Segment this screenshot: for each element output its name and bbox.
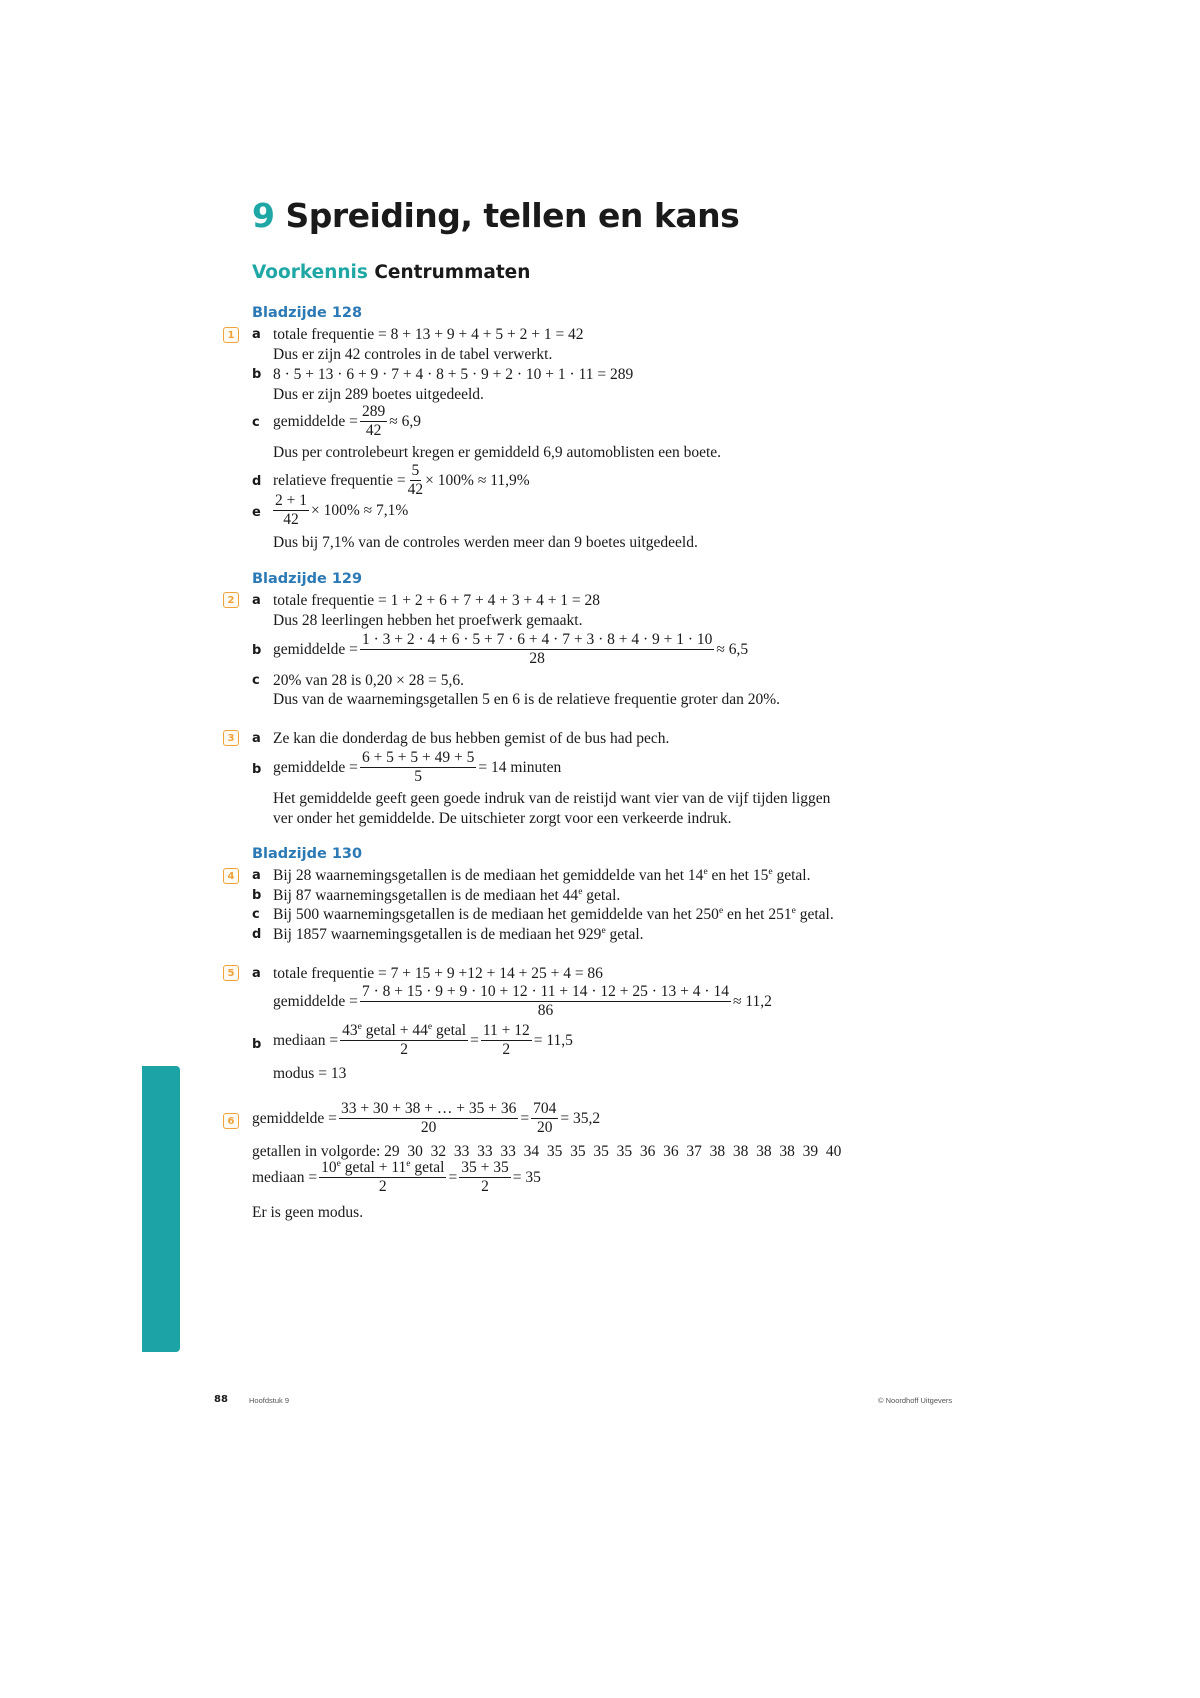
q3-b-line3: ver onder het gemiddelde. De uitschieter zorgt voor een verkeerde indruk.: [273, 810, 732, 827]
q2-b-equation: [273, 632, 748, 668]
q4-c-mid: en het 251: [723, 906, 792, 924]
q4-c-sup2: e: [791, 906, 796, 916]
q5-a-den: 86: [537, 1002, 554, 1020]
q5-b-sup1: e: [357, 1022, 362, 1032]
sub-label-b: b: [252, 1037, 262, 1052]
q3-b-line2: Het gemiddelde geeft geen goede indruk van de reistijd want vier van de vijf tijden liggen: [273, 790, 831, 807]
section-title: [252, 262, 530, 283]
q4-a-sup1: e: [703, 867, 708, 877]
q5-b-eq: =: [470, 1031, 479, 1049]
q1-d-num: 5: [410, 463, 422, 481]
sub-label-a: a: [252, 868, 261, 883]
q2-c-line2: Dus van de waarnemingsgetallen 5 en 6 is de relatieve frequentie groter dan 20%.: [273, 691, 781, 708]
q6-med-num2: 35 + 35: [459, 1160, 511, 1178]
q6-fraction1: [339, 1101, 518, 1137]
q4-d-line: [273, 927, 644, 943]
q5-a-line1: totale frequentie = 7 + 15 + 9 +12 + 14 + 25 + 4 = 86: [273, 965, 603, 982]
q1-e-line2: Dus bij 7,1% van de controles werden meer dan 9 boetes uitgedeeld.: [273, 534, 698, 551]
sub-label-e: e: [252, 505, 261, 520]
q3-a-line1: Ze kan die donderdag de bus hebben gemist of de bus had pech.: [273, 730, 670, 747]
q4-a-line: [273, 868, 810, 884]
q6-med-den1: 2: [378, 1178, 387, 1196]
q5-b-den2: 2: [502, 1041, 511, 1059]
q6-med-sup1: e: [336, 1159, 341, 1169]
q1-d-fraction: [408, 463, 424, 499]
chapter-title: [252, 196, 739, 235]
question-number-1: 1: [223, 327, 239, 343]
q3-b-rhs: = 14 minuten: [478, 758, 562, 776]
q5-b-rhs: = 11,5: [533, 1031, 573, 1049]
q4-a-sup2: e: [768, 867, 773, 877]
q5-a-num: 7 · 8 + 15 · 9 + 9 · 10 + 12 · 11 + 14 · 12 + 25 · 13 + 4 · 14: [360, 984, 731, 1002]
q2-b-lhs: gemiddelde =: [273, 640, 358, 658]
q6-median-equation: [252, 1160, 541, 1196]
q1-c-den: 42: [365, 422, 382, 440]
q4-b-line: [273, 888, 620, 904]
q1-b-line2: Dus er zijn 289 boetes uitgedeeld.: [273, 386, 484, 403]
q3-b-equation: [273, 750, 561, 786]
q5-b-lhs: mediaan =: [273, 1031, 339, 1049]
page-heading-129: Bladzijde 129: [252, 571, 363, 587]
q5-a-fraction: [360, 984, 731, 1020]
sub-label-a: a: [252, 593, 261, 608]
sub-label-c: c: [252, 673, 260, 688]
q6-med-num1-c: getal: [410, 1159, 445, 1177]
q5-a-equation: [273, 984, 772, 1020]
page-heading-130: Bladzijde 130: [252, 846, 363, 862]
q2-b-den: 28: [529, 650, 545, 668]
q4-c-pre: Bij 500 waarnemingsgetallen is de mediaan het gemiddelde van het 250: [273, 906, 719, 924]
q2-a-line2: Dus 28 leerlingen hebben het proefwerk gemaakt.: [273, 612, 583, 629]
q5-a-rhs: ≈ 11,2: [732, 992, 772, 1010]
page-heading-128: Bladzijde 128: [252, 305, 363, 321]
footer-chapter: Hoofdstuk 9: [249, 1396, 290, 1405]
q4-a-post: getal.: [772, 867, 811, 885]
q5-b-num1-a: 43: [342, 1022, 358, 1040]
chapter-side-tab: [142, 1066, 180, 1352]
q3-b-num: 6 + 5 + 5 + 49 + 5: [360, 750, 476, 768]
q1-c-num: 289: [360, 404, 387, 422]
q5-b-sup2: e: [427, 1022, 433, 1032]
q2-b-fraction: [360, 632, 714, 668]
q6-num1: 33 + 30 + 38 + … + 35 + 36: [339, 1101, 518, 1119]
q2-a-line1: totale frequentie = 1 + 2 + 6 + 7 + 4 + 3 + 4 + 1 = 28: [273, 592, 601, 609]
q1-d-den: 42: [407, 481, 424, 499]
q3-b-fraction: [360, 750, 476, 786]
q2-b-rhs: ≈ 6,5: [716, 640, 749, 658]
question-number-4: 4: [223, 868, 239, 884]
q1-e-rhs: × 100% ≈ 7,1%: [311, 501, 409, 519]
q1-e-equation: [271, 493, 408, 529]
sub-label-d: d: [252, 474, 262, 489]
footer-publisher: © Noordhoff Uitgevers: [878, 1396, 953, 1405]
q1-c-rhs: ≈ 6,9: [389, 412, 421, 430]
section-prefix: Voorkennis: [252, 262, 368, 283]
q5-b-num1-c: getal: [432, 1022, 467, 1040]
q4-c-post: getal.: [795, 906, 834, 924]
question-number-6: 6: [223, 1113, 239, 1129]
question-number-5: 5: [223, 965, 239, 981]
q6-num2: 704: [531, 1101, 558, 1119]
q4-b-pre: Bij 87 waarnemingsgetallen is de mediaan het 44: [273, 887, 579, 905]
q6-line2: getallen in volgorde: 29 30 32 33 33 33 34 35 35 35 35 36 36 37 38 38 38 38 39 40: [252, 1143, 842, 1160]
q1-e-den: 42: [283, 511, 299, 529]
q4-a-pre: Bij 28 waarnemingsgetallen is de mediaan het gemiddelde van het 14: [273, 867, 704, 885]
q5-b-den1: 2: [400, 1041, 408, 1059]
q6-rhs: = 35,2: [560, 1109, 601, 1127]
q4-a-mid: en het 15: [707, 867, 769, 885]
q5-a-lhs: gemiddelde =: [273, 992, 358, 1010]
sub-label-b: b: [252, 888, 262, 903]
q4-c-sup1: e: [718, 906, 724, 916]
sub-label-b: b: [252, 643, 262, 658]
footer-page-number: 88: [214, 1394, 228, 1405]
q3-b-den: 5: [414, 768, 423, 786]
q4-d-pre: Bij 1857 waarnemingsgetallen is de mediaan het 929: [273, 926, 602, 944]
sub-label-a: a: [252, 327, 261, 342]
q6-med-fraction1: [319, 1160, 446, 1196]
chapter-number: 9: [252, 196, 275, 235]
q4-c-line: [273, 907, 834, 923]
q1-c-fraction: [360, 404, 387, 440]
q1-c-equation: [273, 404, 421, 440]
sub-label-a: a: [252, 731, 261, 746]
q6-med-num1-b: getal + 11: [340, 1159, 407, 1177]
q6-fraction2: [531, 1101, 558, 1137]
q1-b-line1: 8 · 5 + 13 · 6 + 9 · 7 + 4 · 8 + 5 · 9 + 2 · 10 + 1 · 11 = 289: [273, 366, 634, 383]
q6-med-eq: =: [448, 1168, 458, 1186]
q4-b-sup: e: [578, 887, 583, 897]
q5-b-fraction2: [481, 1023, 532, 1059]
q1-d-lhs: relatieve frequentie =: [273, 471, 406, 489]
q1-e-num: 2 + 1: [273, 493, 309, 511]
q6-eq: =: [520, 1109, 530, 1127]
q6-med-num1-a: 10: [321, 1159, 337, 1177]
section-title-text: Centrummaten: [374, 262, 531, 283]
sub-label-b: b: [252, 367, 262, 382]
q5-b-equation: [273, 1023, 573, 1059]
q5-b-num2: 11 + 12: [481, 1023, 532, 1041]
q2-c-line1: 20% van 28 is 0,20 × 28 = 5,6.: [273, 672, 464, 689]
question-number-2: 2: [223, 592, 239, 608]
q1-d-rhs: × 100% ≈ 11,9%: [425, 471, 530, 489]
q5-b-num1-b: getal + 44: [361, 1022, 428, 1040]
chapter-title-text: Spreiding, tellen en kans: [285, 196, 740, 235]
q6-med-fraction2: [459, 1160, 511, 1196]
q1-e-fraction: [273, 493, 309, 529]
q6-lhs: gemiddelde =: [252, 1109, 337, 1127]
q6-den2: 20: [537, 1119, 553, 1137]
q6-med-den2: 2: [481, 1178, 489, 1196]
q6-med-lhs: mediaan =: [252, 1168, 318, 1186]
q6-line4: Er is geen modus.: [252, 1204, 364, 1221]
q2-b-num: 1 · 3 + 2 · 4 + 6 · 5 + 7 · 6 + 4 · 7 + 3 · 8 + 4 · 9 + 1 · 10: [360, 632, 714, 650]
q6-mean-equation: [252, 1101, 600, 1137]
q5-b-num1: [340, 1023, 468, 1041]
q1-a-line1: totale frequentie = 8 + 13 + 9 + 4 + 5 + 2 + 1 = 42: [273, 326, 584, 343]
sub-label-c: c: [252, 415, 260, 430]
question-number-3: 3: [223, 730, 239, 746]
q6-med-num1: [319, 1160, 446, 1178]
q1-c-line2: Dus per controlebeurt kregen er gemiddeld 6,9 automoblisten een boete.: [273, 444, 722, 461]
sub-label-b: b: [252, 762, 262, 777]
q5-b-line2: modus = 13: [273, 1065, 347, 1082]
q4-b-post: getal.: [582, 887, 621, 905]
sub-label-d: d: [252, 927, 262, 942]
q6-med-rhs: = 35: [512, 1168, 541, 1186]
q5-b-fraction1: [340, 1023, 468, 1059]
q4-d-sup: e: [601, 926, 606, 936]
q1-c-lhs: gemiddelde =: [273, 412, 358, 430]
q6-med-sup2: e: [406, 1159, 411, 1169]
sub-label-c: c: [252, 907, 260, 922]
q4-d-post: getal.: [605, 926, 644, 944]
q3-b-lhs: gemiddelde =: [273, 758, 358, 776]
q1-a-line2: Dus er zijn 42 controles in de tabel verwerkt.: [273, 346, 553, 363]
q6-den1: 20: [420, 1119, 437, 1137]
sub-label-a: a: [252, 966, 261, 981]
